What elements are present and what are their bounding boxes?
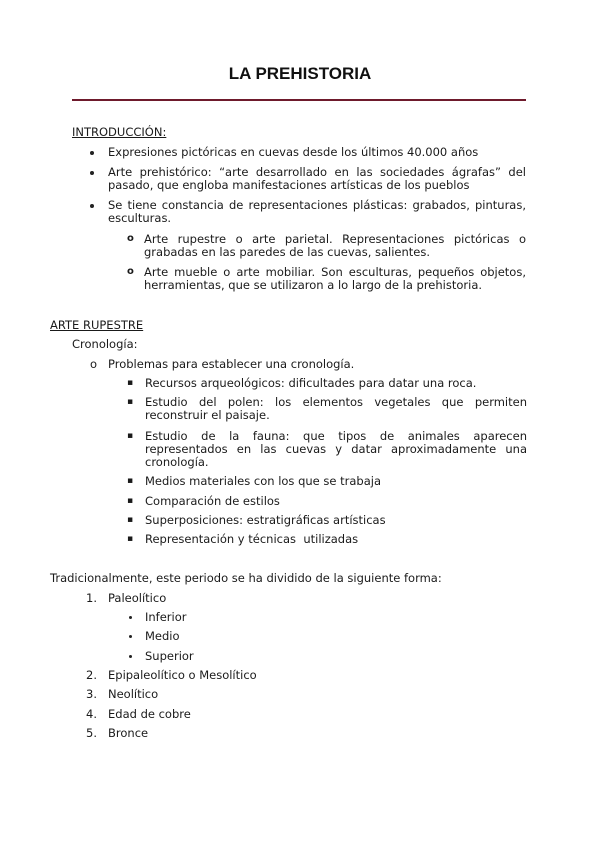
bullet-dot [129,655,132,658]
sub-bullet-marker: o [127,266,134,277]
square-bullet: ▪ [127,496,134,506]
intro-heading: INTRODUCCIÓN: [72,125,167,139]
page-title: LA PREHISTORIA [228,64,372,83]
square-bullet: ▪ [127,476,134,486]
square-bullet: ▪ [127,515,134,525]
square-bullet: ▪ [127,534,134,544]
list-number: 5. [86,726,97,740]
bullet-dot [129,635,132,638]
intro-sub-bullet-2: Arte mueble o arte mobiliar. Son esculturas, pequeños objetos, herramientas, que se utilizaron a lo largo de la prehistoria. [144,265,526,292]
rupestre-item-2: Estudio del polen: los elementos vegetales que permiten reconstruir el paisaje. [145,395,527,422]
rupestre-item-6: Superposiciones: estratigráficas artísticas [145,513,386,527]
rupestre-item-1: Recursos arqueológicos: dificultades para datar una roca. [145,376,477,390]
square-bullet: ▪ [127,397,134,407]
bullet-dot [90,151,94,155]
arte-rupestre-heading: ARTE RUPESTRE [50,318,144,332]
rupestre-item-7: Representación y técnicas utilizadas [145,532,359,546]
bullet-dot [90,171,94,175]
list-number: 3. [86,687,97,701]
intro-bullet-2: Arte prehistórico: “arte desarrollado en las sociedades ágrafas” del pasado, que engloba manifestaciones artísticas de los pueblos [108,165,526,192]
paleolitico-sub-2: Medio [145,629,180,643]
problem-marker: o [90,357,98,371]
cronologia-label: Cronología: [72,337,138,351]
sub-bullet-marker: o [127,233,134,244]
paleolitico-sub-1: Inferior [145,610,187,624]
rupestre-item-3: Estudio de la fauna: que tipos de animales aparecen representados en las cuevas y datar aproximadamente una cronología. [145,429,527,469]
list-number: 2. [86,668,97,682]
paleolitico-sub-3: Superior [145,649,194,663]
period-paleolitico: Paleolítico [108,591,167,605]
bullet-dot [129,616,132,619]
list-number: 1. [86,591,97,605]
title-divider [72,99,526,101]
intro-sub-bullet-1: Arte rupestre o arte parietal. Representaciones pictóricas o grabadas en las paredes de las cuevas, salientes. [144,232,526,259]
rupestre-item-5: Comparación de estilos [145,494,280,508]
period-edad-cobre: Edad de cobre [108,707,191,721]
period-bronce: Bronce [108,726,149,740]
square-bullet: ▪ [127,378,134,388]
intro-bullet-3: Se tiene constancia de representaciones plásticas: grabados, pinturas, esculturas. [108,198,526,225]
periodos-intro: Tradicionalmente, este periodo se ha dividido de la siguiente forma: [50,571,442,585]
problem-text: Problemas para establecer una cronología. [108,357,355,371]
rupestre-item-4: Medios materiales con los que se trabaja [145,474,381,488]
intro-bullet-1: Expresiones pictóricas en cuevas desde los últimos 40.000 años [108,145,479,159]
list-number: 4. [86,707,97,721]
period-epipaleolitico: Epipaleolítico o Mesolítico [108,668,257,682]
period-neolitico: Neolítico [108,687,159,701]
bullet-dot [90,204,94,208]
square-bullet: ▪ [127,431,134,441]
